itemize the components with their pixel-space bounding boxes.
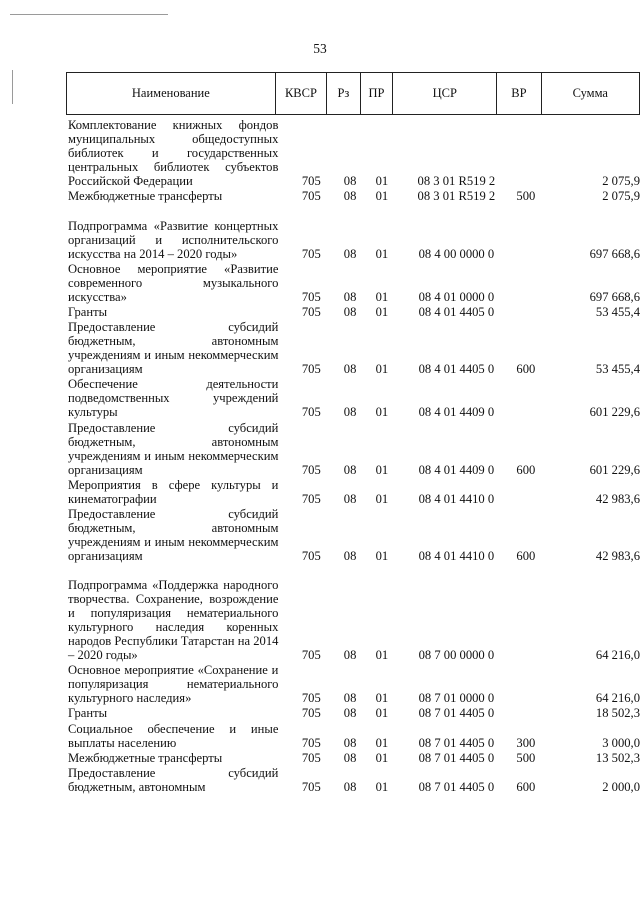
cell-rz: 08 bbox=[343, 548, 357, 563]
column-header-name: Наименование bbox=[67, 73, 276, 115]
cell-rz: 08 bbox=[343, 405, 357, 420]
cell-name: Гранты bbox=[68, 706, 108, 721]
cell-rz: 08 bbox=[343, 174, 357, 189]
table-row bbox=[0, 705, 640, 720]
table-row bbox=[0, 563, 640, 662]
cell-csr: 08 7 01 4405 0 bbox=[418, 735, 495, 750]
scan-artifact-line bbox=[12, 70, 13, 104]
column-header-rz: Рз bbox=[327, 73, 360, 115]
cell-name: Подпрограмма «Поддержка народного творчества. Сохранение, возрождение и популяризация нематериального культурного наследия коренных народов Республики Татарстан на 2014 – 2020 годы» bbox=[68, 578, 279, 663]
cell-pr: 01 bbox=[375, 735, 389, 750]
cell-pr: 01 bbox=[375, 246, 389, 261]
table-row bbox=[0, 117, 640, 188]
cell-csr: 08 3 01 R519 2 bbox=[417, 174, 496, 189]
cell-rz: 08 bbox=[343, 735, 357, 750]
cell-name: Мероприятия в сфере культуры и кинематографии bbox=[68, 477, 279, 506]
cell-sum: 2 075,9 bbox=[602, 174, 640, 189]
column-header-csr: ЦСР bbox=[393, 73, 497, 115]
cell-rz: 08 bbox=[343, 189, 357, 204]
cell-csr: 08 4 01 4405 0 bbox=[418, 304, 495, 319]
table-row bbox=[0, 188, 640, 203]
cell-kvsr: 705 bbox=[301, 246, 321, 261]
cell-vr: 600 bbox=[516, 780, 536, 794]
cell-sum: 601 229,6 bbox=[589, 405, 640, 420]
table-body bbox=[0, 117, 640, 794]
cell-pr: 01 bbox=[375, 548, 389, 563]
cell-csr: 08 7 01 4405 0 bbox=[418, 780, 495, 794]
table-row bbox=[0, 765, 640, 794]
cell-name: Предоставление субсидий бюджетным, автономным учреждениям и иным некоммерческим организациям bbox=[68, 320, 279, 377]
cell-sum: 697 668,6 bbox=[589, 289, 640, 304]
cell-csr: 08 4 00 0000 0 bbox=[418, 246, 495, 261]
table-row bbox=[0, 750, 640, 765]
cell-name: Межбюджетные трансферты bbox=[68, 750, 223, 765]
cell-sum: 64 216,0 bbox=[595, 648, 640, 663]
cell-sum: 18 502,3 bbox=[595, 706, 640, 721]
cell-kvsr: 705 bbox=[301, 648, 321, 663]
cell-vr: 300 bbox=[516, 735, 536, 750]
table-row bbox=[0, 376, 640, 419]
cell-pr: 01 bbox=[375, 405, 389, 420]
cell-pr: 01 bbox=[375, 289, 389, 304]
cell-rz: 08 bbox=[343, 462, 357, 477]
cell-kvsr: 705 bbox=[301, 706, 321, 721]
cell-rz: 08 bbox=[343, 491, 357, 506]
cell-csr: 08 4 01 4409 0 bbox=[418, 462, 495, 477]
cell-rz: 08 bbox=[343, 246, 357, 261]
cell-sum: 42 983,6 bbox=[595, 548, 640, 563]
cell-name: Гранты bbox=[68, 304, 108, 319]
cell-rz: 08 bbox=[343, 780, 357, 794]
cell-rz: 08 bbox=[343, 706, 357, 721]
column-header-sum: Сумма bbox=[541, 73, 639, 115]
scan-artifact-line bbox=[10, 14, 168, 15]
cell-kvsr: 705 bbox=[301, 362, 321, 377]
cell-vr: 500 bbox=[516, 189, 536, 204]
cell-pr: 01 bbox=[375, 780, 389, 794]
cell-kvsr: 705 bbox=[301, 491, 321, 506]
cell-csr: 08 4 01 4405 0 bbox=[418, 362, 495, 377]
cell-sum: 697 668,6 bbox=[589, 246, 640, 261]
cell-csr: 08 4 01 0000 0 bbox=[418, 289, 495, 304]
cell-sum: 53 455,4 bbox=[595, 304, 640, 319]
table-row bbox=[0, 506, 640, 563]
cell-name: Основное мероприятие «Сохранение и популяризация нематериального культурного наследия» bbox=[68, 663, 279, 706]
cell-pr: 01 bbox=[375, 491, 389, 506]
column-header-vr: ВР bbox=[497, 73, 541, 115]
cell-csr: 08 7 01 4405 0 bbox=[418, 706, 495, 721]
cell-name: Межбюджетные трансферты bbox=[68, 189, 223, 204]
cell-csr: 08 7 00 0000 0 bbox=[418, 648, 495, 663]
cell-pr: 01 bbox=[375, 362, 389, 377]
table-row bbox=[0, 419, 640, 476]
cell-vr: 500 bbox=[516, 750, 536, 765]
table-row bbox=[0, 720, 640, 749]
cell-sum: 3 000,0 bbox=[602, 735, 640, 750]
cell-rz: 08 bbox=[343, 691, 357, 706]
cell-rz: 08 bbox=[343, 304, 357, 319]
cell-csr: 08 7 01 0000 0 bbox=[418, 691, 495, 706]
cell-rz: 08 bbox=[343, 750, 357, 765]
cell-pr: 01 bbox=[375, 189, 389, 204]
cell-csr: 08 3 01 R519 2 bbox=[417, 189, 496, 204]
cell-name: Подпрограмма «Развитие концертных организаций и исполнительского искусства на 2014 – 2020 годы» bbox=[68, 218, 279, 261]
cell-kvsr: 705 bbox=[301, 289, 321, 304]
cell-sum: 53 455,4 bbox=[595, 362, 640, 377]
cell-name: Предоставление субсидий бюджетным, автономным bbox=[68, 766, 279, 794]
cell-csr: 08 7 01 4405 0 bbox=[418, 750, 495, 765]
cell-kvsr: 705 bbox=[301, 174, 321, 189]
cell-pr: 01 bbox=[375, 304, 389, 319]
cell-kvsr: 705 bbox=[301, 691, 321, 706]
cell-kvsr: 705 bbox=[301, 780, 321, 794]
cell-name: Предоставление субсидий бюджетным, автономным учреждениям и иным некоммерческим организациям bbox=[68, 506, 279, 563]
cell-sum: 64 216,0 bbox=[595, 691, 640, 706]
cell-kvsr: 705 bbox=[301, 405, 321, 420]
cell-vr: 600 bbox=[516, 462, 536, 477]
cell-kvsr: 705 bbox=[301, 750, 321, 765]
table-row bbox=[0, 477, 640, 506]
cell-kvsr: 705 bbox=[301, 462, 321, 477]
cell-sum: 2 075,9 bbox=[602, 189, 640, 204]
table-row bbox=[0, 203, 640, 260]
cell-kvsr: 705 bbox=[301, 304, 321, 319]
cell-name: Предоставление субсидий бюджетным, автономным учреждениям и иным некоммерческим организациям bbox=[68, 420, 279, 477]
cell-pr: 01 bbox=[375, 174, 389, 189]
cell-name: Комплектование книжных фондов муниципальных общедоступных библиотек и государственных центральных библиотек субъектов Российской Федерации bbox=[68, 118, 279, 189]
cell-kvsr: 705 bbox=[301, 548, 321, 563]
cell-vr: 600 bbox=[516, 362, 536, 377]
cell-pr: 01 bbox=[375, 691, 389, 706]
table-header bbox=[66, 72, 640, 115]
cell-vr: 600 bbox=[516, 548, 536, 563]
table-row bbox=[0, 304, 640, 319]
cell-name: Социальное обеспечение и иные выплаты населению bbox=[68, 721, 279, 750]
table-row bbox=[0, 261, 640, 304]
cell-sum: 2 000,0 bbox=[602, 780, 640, 794]
cell-name: Основное мероприятие «Развитие современного музыкального искусства» bbox=[68, 261, 279, 304]
table-row bbox=[0, 319, 640, 376]
cell-rz: 08 bbox=[343, 362, 357, 377]
cell-kvsr: 705 bbox=[301, 189, 321, 204]
cell-pr: 01 bbox=[375, 750, 389, 765]
cell-rz: 08 bbox=[343, 289, 357, 304]
page-number: 53 bbox=[313, 41, 327, 56]
cell-pr: 01 bbox=[375, 648, 389, 663]
cell-sum: 42 983,6 bbox=[595, 491, 640, 506]
column-header-kvsr: КВСР bbox=[275, 73, 327, 115]
cell-rz: 08 bbox=[343, 648, 357, 663]
cell-sum: 13 502,3 bbox=[595, 750, 640, 765]
cell-csr: 08 4 01 4410 0 bbox=[418, 491, 495, 506]
cell-kvsr: 705 bbox=[301, 735, 321, 750]
cell-pr: 01 bbox=[375, 462, 389, 477]
cell-name: Обеспечение деятельности подведомственных учреждений культуры bbox=[68, 377, 279, 420]
cell-sum: 601 229,6 bbox=[589, 462, 640, 477]
cell-csr: 08 4 01 4409 0 bbox=[418, 405, 495, 420]
table-row bbox=[0, 662, 640, 705]
cell-pr: 01 bbox=[375, 706, 389, 721]
cell-csr: 08 4 01 4410 0 bbox=[418, 548, 495, 563]
column-header-pr: ПР bbox=[360, 73, 393, 115]
